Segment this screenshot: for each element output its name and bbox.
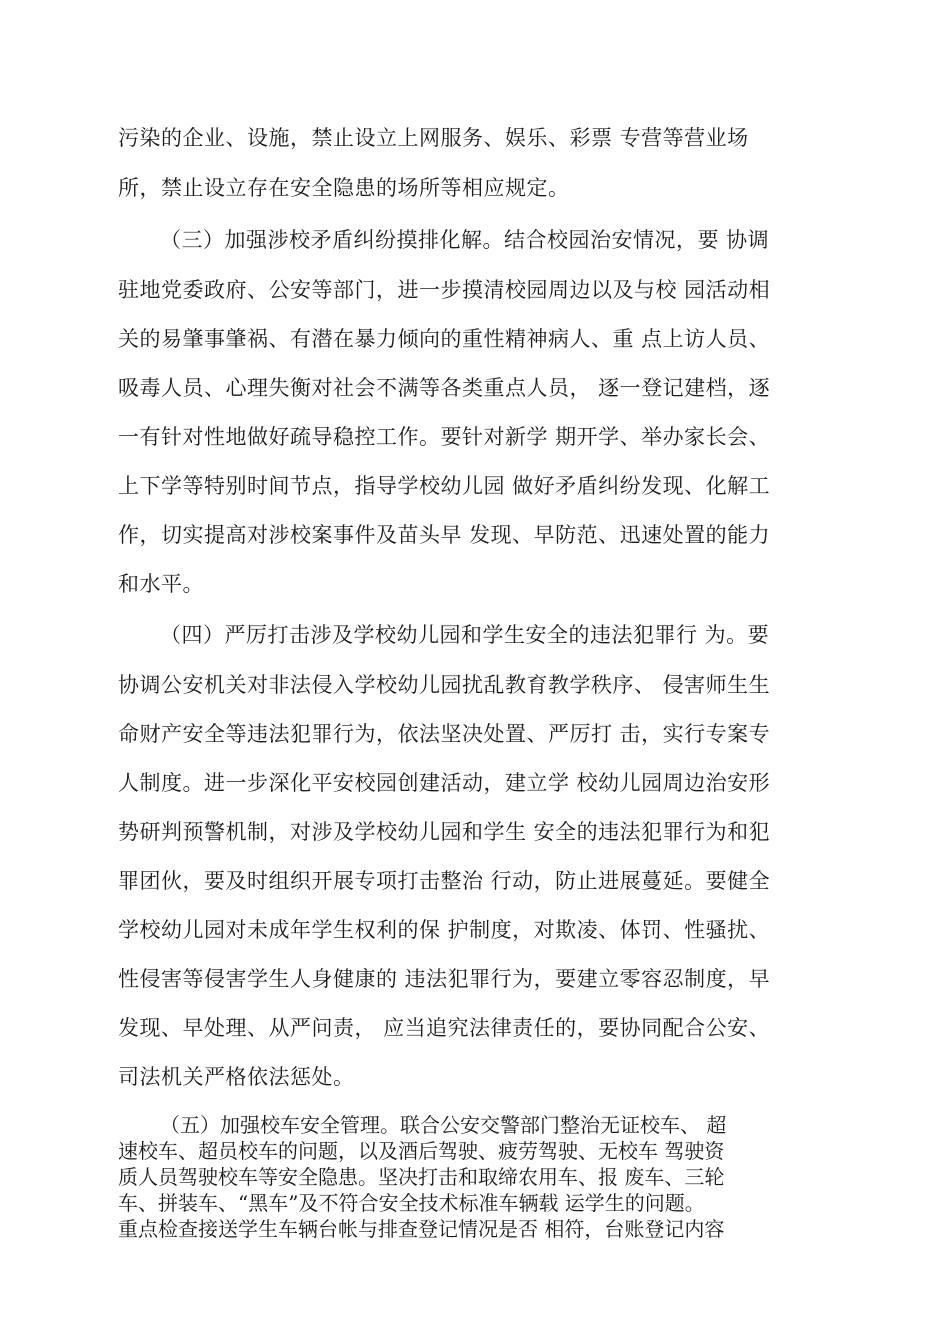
text-line: 协调公安机关对非法侵入学校幼儿园扰乱教育教学秩序、 侵害师生生 (118, 673, 771, 697)
text-line: （三）加强涉校矛盾纠纷摸排化解。结合校园治安情况，要 协调 (160, 228, 770, 252)
text-line: 作，切实提高对涉校案事件及苗头早 发现、早防范、迅速处置的能力 (118, 523, 771, 547)
text-line: （四）严厉打击涉及学校幼儿园和学生安全的违法犯罪行 为。要 (160, 623, 770, 647)
text-line: 所，禁止设立存在安全隐患的场所等相应规定。 (118, 176, 570, 200)
text-line: 重点检查接送学生车辆台帐与排查登记情况是否 相符，台账登记内容 (118, 1217, 725, 1241)
text-line: 学校幼儿园对未成年学生权利的保 护制度，对欺凌、体罚、性骚扰、 (118, 918, 771, 942)
text-line: 势研判预警机制，对涉及学校幼儿园和学生 安全的违法犯罪行为和犯 (118, 820, 771, 844)
text-line: 驻地党委政府、公安等部门，进一步摸清校园周边以及与校 园活动相 (118, 278, 771, 302)
text-line: 罪团伙，要及时组织开展专项打击整治 行动，防止进展蔓延。要健全 (118, 869, 771, 893)
text-line: 司法机关严格依法惩处。 (118, 1065, 355, 1089)
text-line: 和水平。 (118, 572, 204, 596)
text-line: 人制度。进一步深化平安校园创建活动，建立学 校幼儿园周边治安形 (118, 771, 771, 795)
text-line: 关的易肇事肇祸、有潜在暴力倾向的重性精神病人、重 点上访人员、 (118, 327, 771, 351)
text-line: 速校车、超员校车的问题，以及酒后驾驶、疲劳驾驶、无校车 驾驶资 (118, 1139, 725, 1163)
text-line: 质人员驾驶校车等安全隐患。坚决打击和取缔农用车、报 废车、三轮 (118, 1165, 725, 1189)
text-line: 发现、早处理、从严问责， 应当追究法律责任的，要协同配合公安、 (118, 1016, 771, 1040)
text-line: 污染的企业、设施，禁止设立上网服务、娱乐、彩票 专营等营业场 (118, 126, 749, 150)
text-line: 一有针对性地做好疏导稳控工作。要针对新学 期开学、举办家长会、 (118, 425, 771, 449)
text-line: （五）加强校车安全管理。联合公安交警部门整治无证校车、 超 (160, 1113, 727, 1137)
text-line: 命财产安全等违法犯罪行为，依法坚决处置、严厉打 击，实行专案专 (118, 722, 771, 746)
text-line: 上下学等特别时间节点，指导学校幼儿园 做好矛盾纠纷发现、化解工 (118, 474, 771, 498)
text-line: 性侵害等侵害学生人身健康的 违法犯罪行为，要建立零容忍制度，早 (118, 967, 771, 991)
text-line: 车、拼装车、“黑车”及不符合安全技术标准车辆载 运学生的问题。 (118, 1191, 705, 1215)
text-line: 吸毒人员、心理失衡对社会不满等各类重点人员， 逐一登记建档，逐 (118, 376, 771, 400)
